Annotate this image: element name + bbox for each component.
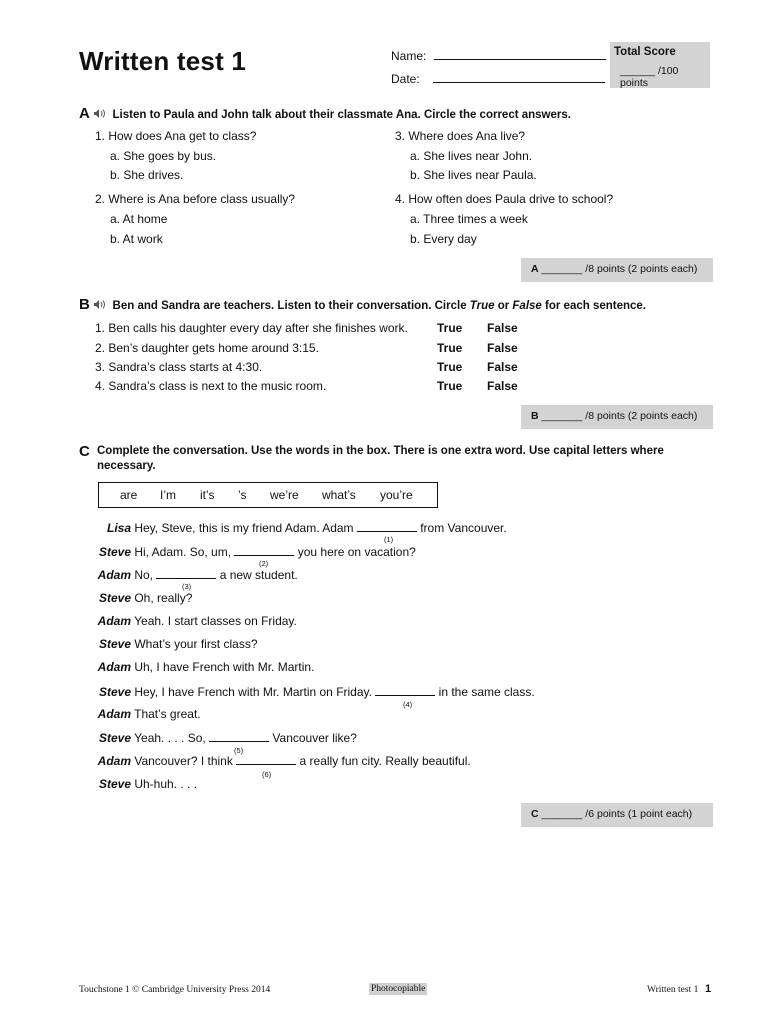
footer-photocopiable-badge: Photocopiable <box>371 984 426 994</box>
dialogue-line-10: Steve Yeah. . . . So, Vancouver like? <box>79 730 357 745</box>
speaker-name: Steve <box>98 777 131 791</box>
word-box-item: you’re <box>380 488 413 502</box>
section-b-instruction: Ben and Sandra are teachers. Listen to their conversation. Circle True or False for each sentence. <box>112 300 647 312</box>
dialogue-line-12: Steve Uh-huh. . . . <box>79 777 197 791</box>
statement-b4: 4. Sandra’s class is next to the music room. <box>95 379 327 393</box>
date-field[interactable] <box>391 71 605 86</box>
option-a2-a[interactable]: a. At home <box>110 212 168 226</box>
section-b-letter: B <box>79 296 90 313</box>
total-score-box <box>610 42 710 88</box>
section-a-points-text: _______ /8 points (2 points each) <box>538 263 698 275</box>
word-box-item: what’s <box>322 488 356 502</box>
dialogue-line-4: Steve Oh, really? <box>79 591 192 605</box>
section-a-letter: A <box>79 105 90 122</box>
speaker-name: Adam <box>97 568 131 582</box>
date-line <box>433 71 605 83</box>
false-option-b4[interactable]: False <box>487 379 518 393</box>
dialogue-line-5: Adam Yeah. I start classes on Friday. <box>79 614 297 628</box>
blank-number-5: (5) <box>234 746 244 755</box>
option-a1-b[interactable]: b. She drives. <box>110 168 184 182</box>
option-a3-a[interactable]: a. She lives near John. <box>410 149 533 163</box>
section-b-header <box>79 296 646 313</box>
question-a3: 3. Where does Ana live? <box>395 129 526 143</box>
option-a4-b[interactable]: b. Every day <box>410 232 477 246</box>
dialogue-line-1: Lisa Hey, Steve, this is my friend Adam. Adam from Vancouver. <box>79 520 507 535</box>
section-a-header <box>79 105 571 122</box>
answer-blank-6[interactable] <box>236 753 296 765</box>
false-option-b1[interactable]: False <box>487 321 518 335</box>
section-c-points-letter: C <box>531 808 539 820</box>
blank-number-6: (6) <box>262 770 272 779</box>
question-a1: 1. How does Ana get to class? <box>95 129 257 143</box>
total-score-points: ______ /100 points <box>620 65 679 89</box>
word-box-item: are <box>120 488 138 502</box>
true-option-b2[interactable]: True <box>437 341 463 355</box>
blank-number-1: (1) <box>384 535 394 544</box>
name-line <box>434 48 606 60</box>
speaker-name: Lisa <box>106 521 131 535</box>
answer-blank-3[interactable] <box>156 567 216 579</box>
dialogue-line-8: Steve Hey, I have French with Mr. Martin on Friday. in the same class. <box>79 684 535 699</box>
speaker-name: Steve <box>98 545 131 559</box>
section-a-points-letter: A <box>531 263 539 275</box>
speaker-name: Steve <box>98 731 131 745</box>
footer-test-label: Written test 1 <box>647 985 699 995</box>
answer-blank-4[interactable] <box>375 684 435 696</box>
section-c-instruction-line1: Complete the conversation. Use the words in the box. There is one extra word. Use capital letters where <box>97 445 664 457</box>
section-c-points-box <box>521 803 713 827</box>
audio-speaker-icon <box>93 108 107 119</box>
statement-b3: 3. Sandra’s class starts at 4:30. <box>95 360 263 374</box>
question-a4: 4. How often does Paula drive to school? <box>395 192 614 206</box>
word-box-item: ’s <box>238 488 247 502</box>
dialogue-line-11: Adam Vancouver? I think a really fun city. Really beautiful. <box>79 753 471 768</box>
name-field[interactable] <box>391 48 606 63</box>
dialogue-line-6: Steve What’s your first class? <box>79 637 258 651</box>
answer-blank-2[interactable] <box>234 544 294 556</box>
question-a2: 2. Where is Ana before class usually? <box>95 192 296 206</box>
name-label: Name: <box>391 49 427 63</box>
section-c-points-text: _______ /6 points (1 point each) <box>538 808 693 820</box>
dialogue-line-7: Adam Uh, I have French with Mr. Martin. <box>79 660 314 674</box>
statement-b2: 2. Ben’s daughter gets home around 3:15. <box>95 341 319 355</box>
section-c-instruction-line2: necessary. <box>97 460 156 472</box>
total-score-label: Total Score <box>614 46 676 58</box>
date-label: Date: <box>391 72 420 86</box>
footer-copyright: Touchstone 1 © Cambridge University Press 2014 <box>79 985 271 995</box>
speaker-name: Steve <box>98 637 131 651</box>
word-box-item: I’m <box>160 488 176 502</box>
section-b-points-box <box>521 405 713 429</box>
audio-speaker-icon <box>93 299 107 310</box>
section-b-points-text: _______ /8 points (2 points each) <box>538 410 698 422</box>
answer-blank-1[interactable] <box>357 520 417 532</box>
word-box-item: it’s <box>200 488 215 502</box>
section-a-instruction: Listen to Paula and John talk about their classmate Ana. Circle the correct answers. <box>112 109 571 121</box>
speaker-name: Steve <box>98 591 131 605</box>
true-option-b1[interactable]: True <box>437 321 463 335</box>
blank-number-3: (3) <box>182 582 192 591</box>
speaker-name: Steve <box>98 685 131 699</box>
dialogue-line-3: Adam No, a new student. <box>79 567 298 582</box>
speaker-name: Adam <box>97 707 131 721</box>
speaker-name: Adam <box>97 614 131 628</box>
section-a-points-box <box>521 258 713 282</box>
page-number: 1 <box>705 983 712 995</box>
blank-number-2: (2) <box>259 559 269 568</box>
dialogue-line-9: Adam That’s great. <box>79 707 201 721</box>
true-option-b4[interactable]: True <box>437 379 463 393</box>
answer-blank-5[interactable] <box>209 730 269 742</box>
statement-b1: 1. Ben calls his daughter every day after she finishes work. <box>95 321 408 335</box>
option-a3-b[interactable]: b. She lives near Paula. <box>410 168 537 182</box>
word-box <box>98 482 438 508</box>
section-c-letter: C <box>79 443 90 460</box>
page-title: Written test 1 <box>79 46 247 76</box>
speaker-name: Adam <box>97 754 131 768</box>
true-option-b3[interactable]: True <box>437 360 463 374</box>
speaker-name: Adam <box>97 660 131 674</box>
option-a2-b[interactable]: b. At work <box>110 232 163 246</box>
false-option-b2[interactable]: False <box>487 341 518 355</box>
blank-number-4: (4) <box>403 700 413 709</box>
false-option-b3[interactable]: False <box>487 360 518 374</box>
word-box-item: we’re <box>270 488 299 502</box>
section-b-points-letter: B <box>531 410 539 422</box>
dialogue-line-2: Steve Hi, Adam. So, um, you here on vacation? <box>79 544 416 559</box>
option-a4-a[interactable]: a. Three times a week <box>410 212 528 226</box>
option-a1-a[interactable]: a. She goes by bus. <box>110 149 217 163</box>
